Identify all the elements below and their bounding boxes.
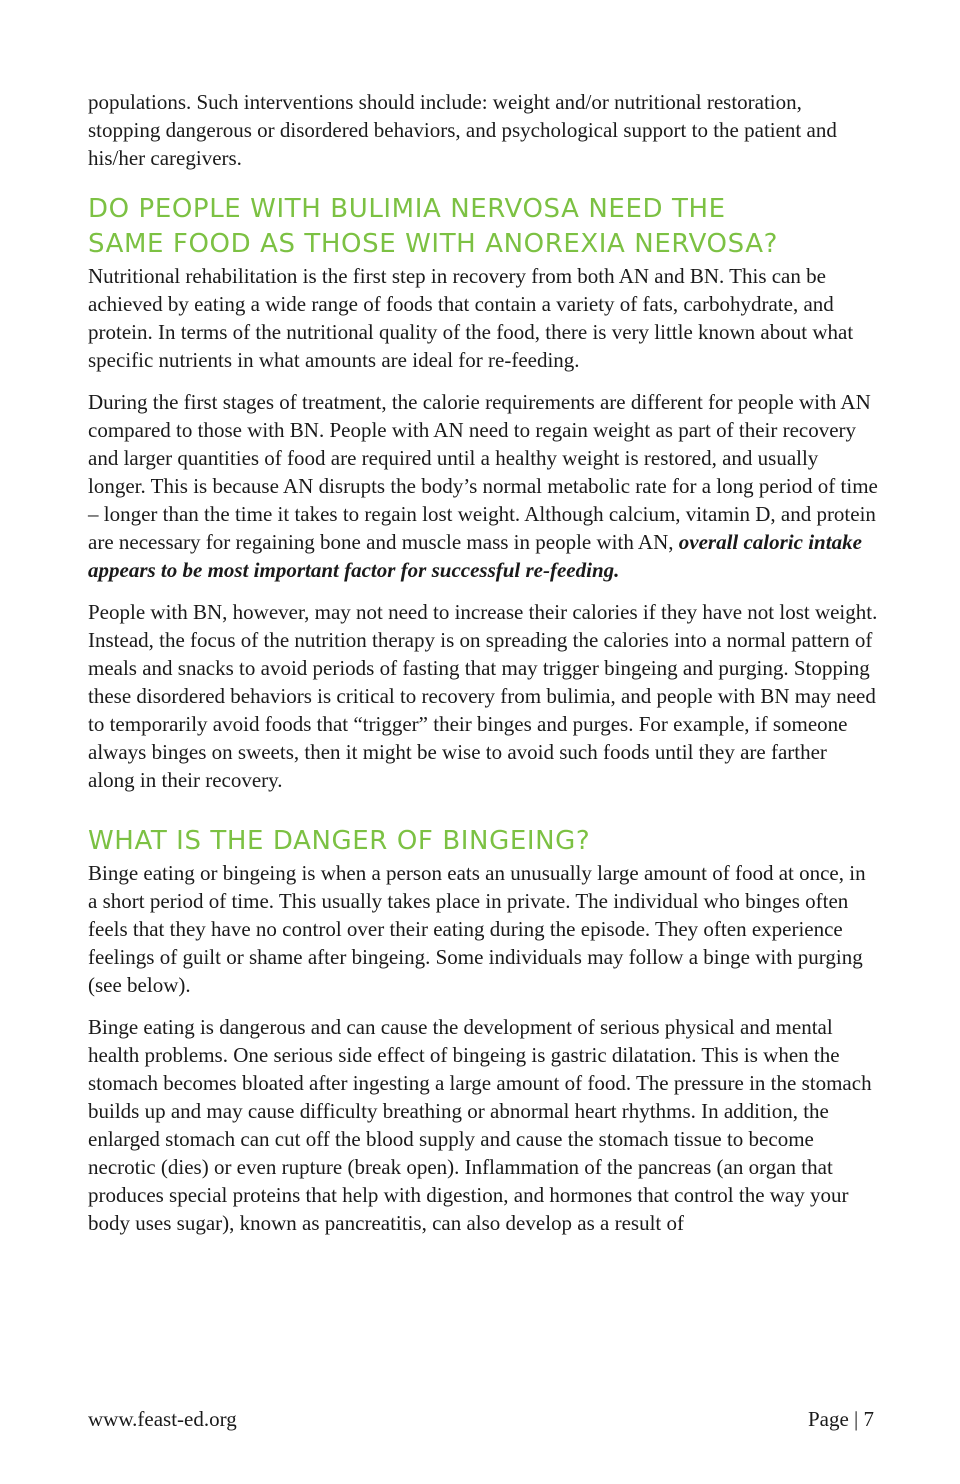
bn-calories-paragraph: People with BN, however, may not need to increase their calories if they have not lost weight. Instead, the focus of the nutrition therapy is on spreading the calories into a normal pattern of meals and snacks to avoid periods of fasting that may trigger bingeing and purging. Stopping these disordered behaviors is critical to recovery from bulimia, and people with BN may need to temporarily avoid foods that “trigger” their binges and purges. For example, if someone always binges on sweets, then it might be wise to avoid such foods until they are farther along in their recovery. — [88, 600, 878, 792]
page-number: Page | 7 — [807, 1407, 874, 1431]
caloric-intake-emphasis: overall caloric intake appears to be most important factor for successful re-feeding. — [88, 530, 862, 582]
page-footer — [88, 1405, 874, 1433]
footer-website-link[interactable]: www.feast-ed.org — [88, 1407, 237, 1431]
binge-danger-paragraph: Binge eating is dangerous and can cause the development of serious physical and mental health problems. One serious side effect of bingeing is gastric dilatation. This is when the stomach becomes bloated after ingesting a large amount of food. The pressure in the stomach builds up and may cause difficulty breathing or abnormal heart rhythms. In addition, the enlarged stomach can cut off the blood supply and cause the stomach tissue to become necrotic (dies) or even rupture (break open). Inflammation of the pancreas (an organ that produces special proteins that help with digestion, and hormones that control the way your body uses sugar), known as pancreatitis, can also develop as a result of — [88, 1015, 872, 1235]
section-heading-bulimia-food — [88, 192, 878, 262]
section-heading-bingeing-danger: WHAT IS THE DANGER OF BINGEING? — [88, 826, 591, 856]
nutrition-paragraph: Nutritional rehabilitation is the first step in recovery from both AN and BN. This can be achieved by eating a wide range of foods that contain a variety of fats, carbohydrate, and protein. In terms of the nutritional quality of the food, there is very little known about what specific nutrients in what amounts are ideal for re-feeding. — [88, 264, 854, 372]
calorie-requirements-text: During the first stages of treatment, the calorie requirements are different for people with AN compared to those with BN. People with AN need to regain weight as part of their recovery and larger quantities of food are required until a healthy weight is restored, and usually longer. This is because AN disrupts the body’s normal metabolic rate for a long period of time – longer than the time it takes to regain lost weight. Although calcium, vitamin D, and protein are necessary for regaining bone and muscle mass in people with AN, — [88, 390, 878, 554]
document-page — [88, 88, 878, 1251]
heading-line-2: SAME FOOD AS THOSE WITH ANOREXIA NERVOSA? — [88, 229, 778, 259]
heading-line-1: DO PEOPLE WITH BULIMIA NERVOSA NEED THE — [88, 194, 726, 224]
binge-definition-paragraph: Binge eating or bingeing is when a person eats an unusually large amount of food at once, in a short period of time. This usually takes place in private. The individual who binges often feels that they have no control over their eating during the episode. They often experience feelings of guilt or shame after bingeing. Some individuals may follow a binge with purging (see below). — [88, 861, 866, 997]
calorie-requirements-paragraph — [88, 388, 878, 584]
intro-paragraph: populations. Such interventions should include: weight and/or nutritional restoration, stopping dangerous or disordered behaviors, and psychological support to the patient and his/her caregivers. — [88, 90, 837, 170]
